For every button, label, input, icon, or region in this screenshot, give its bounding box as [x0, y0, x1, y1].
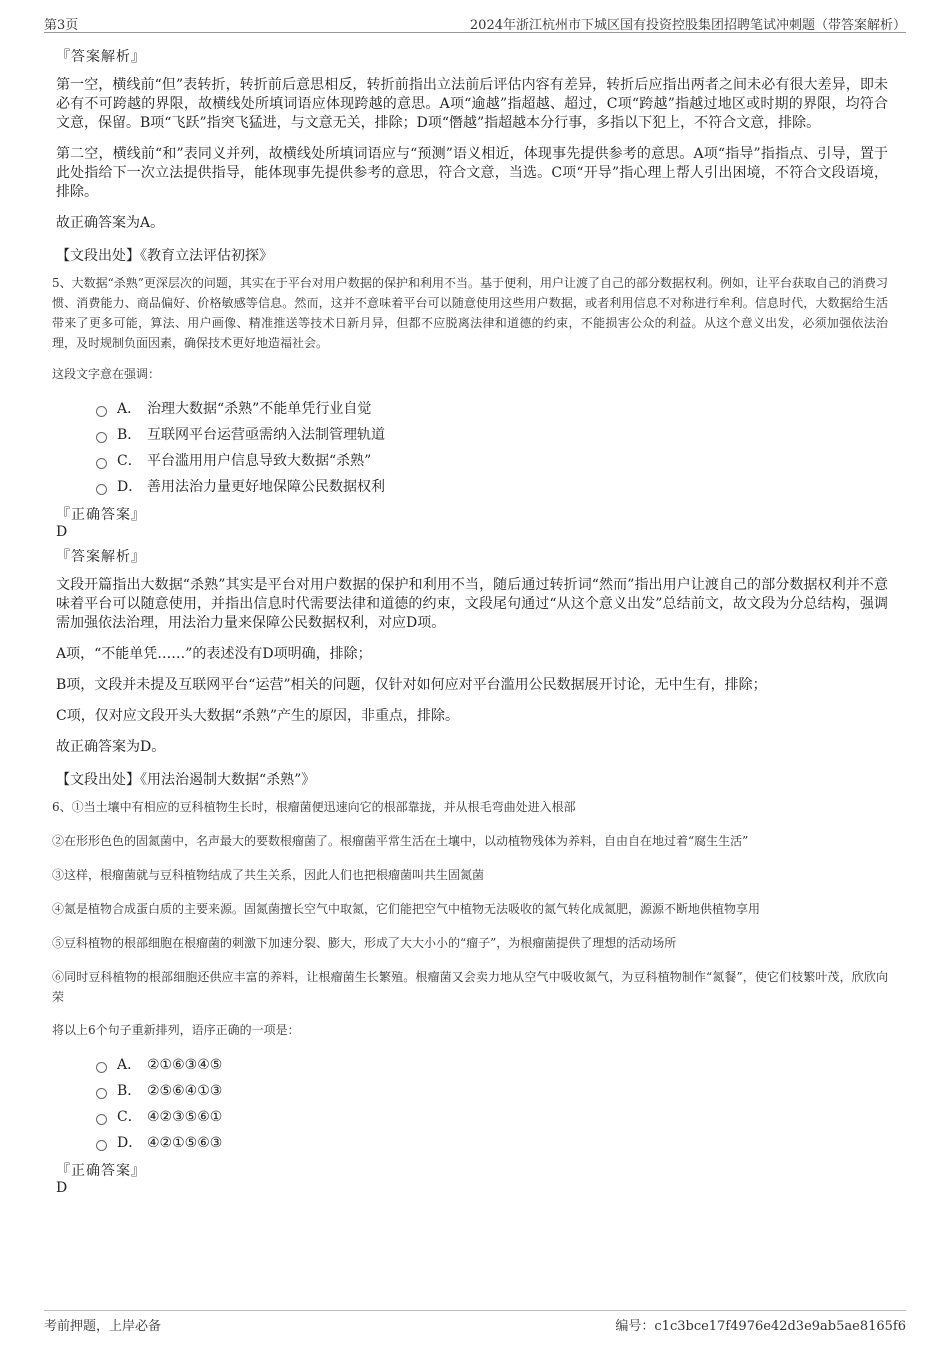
option-text: ④②③⑤⑥①: [147, 1109, 223, 1125]
q6-option-d[interactable]: [96, 1130, 888, 1156]
q4-source: 【文段出处】《教育立法评估初探》: [56, 248, 273, 264]
option-letter: C．: [117, 453, 142, 469]
q5-option-b[interactable]: [96, 422, 888, 448]
q6-sentence-2: ②在形形色色的固氮菌中，名声最大的要数根瘤菌了。根瘤菌平常生活在土壤中，以动植物残体为养料，自由自在地过着“腐生生活”: [52, 834, 749, 848]
q5-analysis-p3: B项，文段并未提及互联网平台“运营”相关的问题，仅针对如何应对平台滥用公民数据展开讨论，无中生有，排除；: [56, 677, 767, 693]
q4-analysis-p1: 第一空，横线前“但”表转折，转折前后意思相反，转折前指出立法前后评估内容有差异，转折后应指出两者之间未必有很大差异，即未必有不可跨越的界限，故横线处所填词语应体现跨越的意思。A项“逾越”指超越、超过，C项“跨越”指越过地区或时期的界限，均符合文意，保留。B项“飞跃”指突飞猛进，与文意无关，排除；D项“僭越”指超越本分行事，多指以下犯上，不符合文意，排除。: [56, 77, 888, 131]
q5-analysis-p4: C项，仅对应文段开头大数据“杀熟”产生的原因，非重点，排除。: [56, 708, 460, 724]
q6-options: [96, 1052, 888, 1156]
page-number: 第3页: [44, 18, 79, 33]
q6-answer-label: 『正确答案』: [56, 1163, 146, 1179]
q5-conclusion: 故正确答案为D。: [56, 739, 166, 755]
q5-prompt: 这段文字意在强调：: [52, 367, 161, 381]
q4-analysis-label: 『答案解析』: [56, 49, 146, 65]
q5-analysis-label: 『答案解析』: [56, 549, 146, 565]
document-id: 编号：c1c3bce17f4976e42d3e9ab5ae8165f6: [615, 1319, 906, 1334]
q5-source: 【文段出处】《用法治遏制大数据“杀熟”》: [56, 772, 316, 788]
q5-option-c[interactable]: [96, 448, 888, 474]
q5-option-a[interactable]: [96, 396, 888, 422]
q6-sentence-5: ⑤豆科植物的根部细胞在根瘤菌的刺激下加速分裂、膨大，形成了大大小小的“瘤子”，为根瘤菌提供了理想的活动场所: [52, 936, 677, 950]
q5-answer-label: 『正确答案』: [56, 507, 146, 523]
q6-option-c[interactable]: [96, 1104, 888, 1130]
option-letter: C．: [117, 1109, 142, 1125]
option-letter: A．: [117, 401, 142, 417]
option-text: 互联网平台运营亟需纳入法制管理轨道: [147, 427, 385, 443]
q5-analysis-p1: 文段开篇指出大数据“杀熟”其实是平台对用户数据的保护和利用不当，随后通过转折词“然而”指出用户让渡自己的部分数据权利并不意味着平台可以随意使用，并指出信息时代需要法律和道德的约束，文段尾句通过“从这个意义出发”总结前文，故文段为分总结构，强调需加强依法治理，用法治力量来保障公民数据权利，对应D项。: [56, 577, 888, 631]
q6-option-a[interactable]: [96, 1052, 888, 1078]
radio-icon[interactable]: [96, 1140, 107, 1151]
option-text: 善用法治力量更好地保障公民数据权利: [147, 479, 385, 495]
radio-icon[interactable]: [96, 1114, 107, 1125]
q6-option-b[interactable]: [96, 1078, 888, 1104]
q6-sentence-4: ④氮是植物合成蛋白质的主要来源。固氮菌擅长空气中取氮，它们能把空气中植物无法吸收的氮气转化成氮肥，源源不断地供植物享用: [52, 902, 761, 916]
q6-sentence-6: ⑥同时豆科植物的根部细胞还供应丰富的养料，让根瘤菌生长繁殖。根瘤菌又会卖力地从空气中吸收氮气，为豆科植物制作“氮餐”，使它们枝繁叶茂，欣欣向荣: [52, 970, 888, 1004]
q5-option-d[interactable]: [96, 474, 888, 500]
document-title: 2024年浙江杭州市下城区国有投资控股集团招聘笔试冲刺题（带答案解析）: [469, 18, 906, 33]
option-letter: A．: [117, 1057, 142, 1073]
radio-icon[interactable]: [96, 484, 107, 495]
page-header: [44, 10, 906, 33]
q6-answer: D: [56, 1180, 68, 1196]
radio-icon[interactable]: [96, 1062, 107, 1073]
radio-icon[interactable]: [96, 406, 107, 417]
option-text: ②⑤⑥④①③: [147, 1083, 223, 1099]
option-text: 治理大数据“杀熟”不能单凭行业自觉: [147, 401, 372, 417]
option-text: 平台滥用用户信息导致大数据“杀熟”: [147, 453, 372, 469]
q4-conclusion: 故正确答案为A。: [56, 215, 165, 231]
q5-analysis-p2: A项，“不能单凭……”的表述没有D项明确，排除；: [56, 646, 372, 662]
q5-stem: 5、大数据“杀熟”更深层次的问题，其实在于平台对用户数据的保护和利用不当。基于便利，用户让渡了自己的部分数据权利。例如，让平台获取自己的消费习惯、消费能力、商品偏好、价格敏感等信息。然而，这并不意味着平台可以随意使用这些用户数据，或者利用信息不对称进行牟利。信息时代，大数据给生活带来了更多可能，算法、用户画像、精准推送等技术日新月异，但都不应脱离法律和道德的约束，不能损害公众的利益。从这个意义出发，必须加强依法治理，及时规制负面因素，确保技术更好地造福社会。: [52, 276, 888, 350]
option-text: ②①⑥③④⑤: [147, 1057, 223, 1073]
radio-icon[interactable]: [96, 432, 107, 443]
footer-slogan: 考前押题，上岸必备: [44, 1319, 162, 1334]
option-text: ④②①⑤⑥③: [147, 1135, 223, 1151]
option-letter: B．: [117, 1083, 142, 1099]
q5-options: [96, 396, 888, 500]
page-footer: [44, 1310, 906, 1335]
q5-answer: D: [56, 524, 68, 540]
option-letter: D．: [117, 479, 143, 495]
q6-sentence-3: ③这样，根瘤菌就与豆科植物结成了共生关系，因此人们也把根瘤菌叫共生固氮菌: [52, 868, 485, 882]
q6-prompt: 将以上6个句子重新排列，语序正确的一项是：: [52, 1023, 300, 1037]
document-body: [52, 40, 888, 1200]
radio-icon[interactable]: [96, 1088, 107, 1099]
option-letter: B．: [117, 427, 142, 443]
radio-icon[interactable]: [96, 458, 107, 469]
option-letter: D．: [117, 1135, 143, 1151]
q6-sentence-1: 6、①当土壤中有相应的豆科植物生长时，根瘤菌便迅速向它的根部靠拢，并从根毛弯曲处进入根部: [52, 800, 576, 814]
q4-analysis-p2: 第二空，横线前“和”表同义并列，故横线处所填词语应与“预测”语义相近，体现事先提供参考的意思。A项“指导”指指点、引导，置于此处指给下一次立法提供指导，能体现事先提供参考的意思，符合文意，当选。C项“开导”指心理上帮人引出困境，不符合文段语境，排除。: [56, 146, 888, 200]
